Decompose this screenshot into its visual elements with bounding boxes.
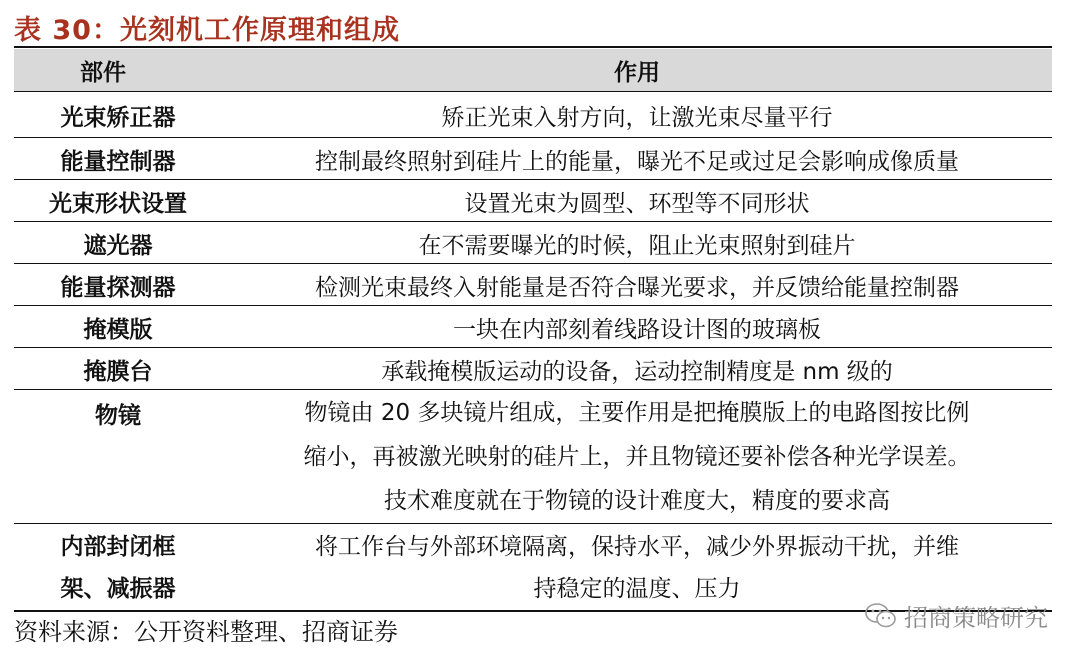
table-row [14,390,1052,524]
table-title: 表 30：光刻机工作原理和组成 [14,15,400,46]
role-line: 将工作台与外部环境隔离，保持水平，减少外界振动干扰，并维 [315,534,959,560]
role-line: 缩小，再被激光映射的硅片上，并且物镜还要补偿各种光学误差。 [303,444,971,470]
part-role [222,390,1052,524]
header-role: 作用 [222,49,1052,92]
watermark [864,598,1048,633]
table-row [14,92,1052,138]
part-name [14,524,222,612]
part-role: 矫正光束入射方向，让激光束尽量平行 [222,92,1052,138]
part-name: 物镜 [14,390,222,524]
part-name-line: 内部封闭框 [60,534,176,560]
part-role: 一块在内部刻着线路设计图的玻璃板 [222,306,1052,348]
table-row [14,348,1052,390]
part-name: 光束矫正器 [14,92,222,138]
part-role: 承载掩模版运动的设备，运动控制精度是 nm 级的 [222,348,1052,390]
role-line: 技术难度就在于物镜的设计难度大，精度的要求高 [384,488,890,514]
wechat-icon [864,602,898,630]
part-name: 掩膜台 [14,348,222,390]
part-name: 掩模版 [14,306,222,348]
role-line: 物镜由 20 多块镜片组成，主要作用是把掩膜版上的电路图按比例 [304,400,970,426]
table-row [14,264,1052,306]
part-name: 光束形状设置 [14,180,222,222]
table-row [14,306,1052,348]
part-role: 检测光束最终入射能量是否符合曝光要求，并反馈给能量控制器 [222,264,1052,306]
role-line: 持稳定的温度、压力 [533,576,741,602]
part-name: 能量探测器 [14,264,222,306]
top-rule [14,46,1052,48]
components-table [14,49,1052,612]
table-row [14,180,1052,222]
part-role: 控制最终照射到硅片上的能量，曝光不足或过足会影响成像质量 [222,138,1052,180]
table-row [14,138,1052,180]
source-note: 资料来源：公开资料整理、招商证券 [14,618,398,646]
header-part: 部件 [14,49,222,92]
table-header-row [14,49,1052,92]
watermark-text: 招商策略研究 [904,604,1048,632]
part-name: 能量控制器 [14,138,222,180]
part-role: 在不需要曝光的时候，阻止光束照射到硅片 [222,222,1052,264]
part-role: 设置光束为圆型、环型等不同形状 [222,180,1052,222]
part-name-line: 架、减振器 [60,576,176,602]
table-row [14,222,1052,264]
part-name: 遮光器 [14,222,222,264]
